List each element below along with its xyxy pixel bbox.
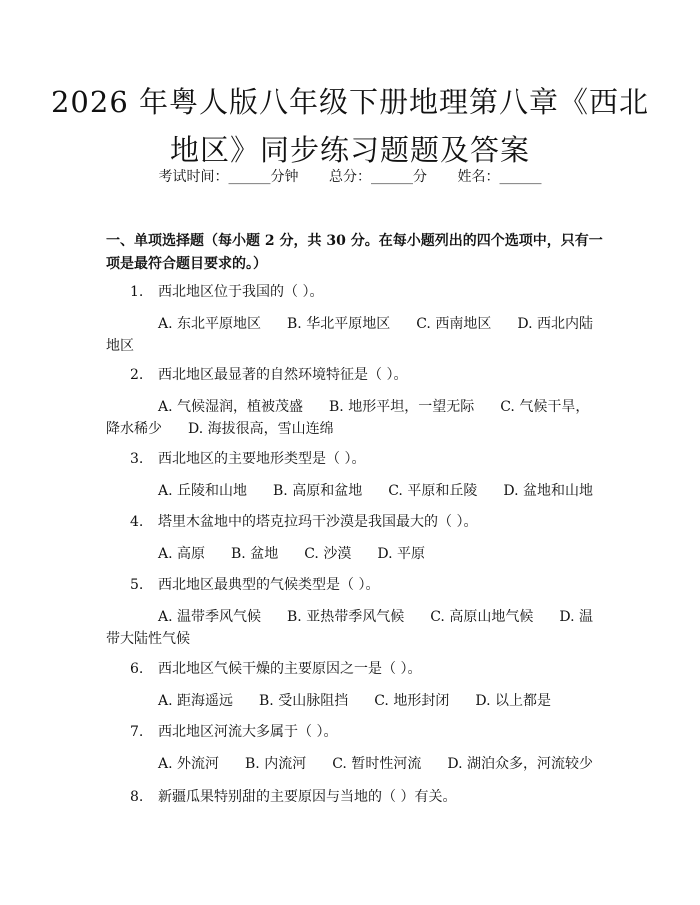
title-line-1: 2026 年粤人版八年级下册地理第八章《西北 (50, 85, 650, 119)
option-c: C. 平原和丘陵 (388, 483, 478, 499)
question-text: 西北地区最典型的气候类型是（ ）。 (158, 577, 380, 593)
question-3-options (106, 480, 600, 502)
option-d: D. 以上都是 (475, 693, 551, 709)
question-text: 塔里木盆地中的塔克拉玛干沙漠是我国最大的（ ）。 (158, 514, 478, 530)
question-1-options (106, 313, 600, 357)
question-text: 西北地区最显著的自然环境特征是（ ）。 (158, 367, 408, 383)
option-b: B. 亚热带季风气候 (287, 609, 405, 625)
option-a: A. 丘陵和山地 (158, 483, 248, 499)
question-text: 西北地区河流大多属于（ ）。 (158, 724, 338, 740)
title-line-2: 地区》同步练习题题及答案 (169, 133, 530, 167)
question-8 (130, 786, 456, 808)
option-b: B. 高原和盆地 (273, 483, 363, 499)
option-b: B. 内流河 (245, 756, 307, 772)
question-number: 8. (130, 789, 144, 805)
question-7-options (106, 753, 600, 775)
question-6 (130, 658, 421, 680)
total-score-field: 总分：______分 (329, 169, 427, 185)
question-5-options (106, 606, 600, 650)
question-number: 1. (130, 284, 144, 300)
option-b: B. 盆地 (231, 546, 279, 562)
question-number: 5. (130, 577, 144, 593)
question-2 (130, 364, 407, 386)
question-text: 新疆瓜果特别甜的主要原因与当地的（ ）有关。 (158, 789, 457, 805)
option-b: B. 华北平原地区 (287, 316, 391, 332)
student-name-field: 姓名：______ (457, 169, 542, 185)
option-d: D. 盆地和山地 (503, 483, 593, 499)
option-c: C. 沙漠 (304, 546, 352, 562)
option-c: C. 西南地区 (416, 316, 492, 332)
option-a: A. 外流河 (158, 756, 220, 772)
exam-time-field: 考试时间：______分钟 (158, 169, 299, 185)
option-c: C. 高原山地气候 (430, 609, 534, 625)
option-a: A. 距海遥远 (158, 693, 234, 709)
option-c: C. 气候干旱，降水稀少 (106, 399, 590, 437)
option-d: D. 平原 (377, 546, 425, 562)
question-text: 西北地区气候干燥的主要原因之一是（ ）。 (158, 661, 422, 677)
document-title (0, 78, 700, 174)
question-3 (130, 448, 365, 470)
question-4 (130, 511, 477, 533)
question-number: 7. (130, 724, 144, 740)
question-6-options (106, 690, 600, 712)
question-number: 2. (130, 367, 144, 383)
option-c: C. 地形封闭 (374, 693, 450, 709)
option-c: C. 暂时性河流 (332, 756, 422, 772)
question-7 (130, 721, 337, 743)
exam-info (0, 166, 700, 188)
question-1 (130, 281, 323, 303)
question-4-options (106, 543, 600, 565)
question-text: 西北地区的主要地形类型是（ ）。 (158, 451, 366, 467)
option-d: D. 西北内陆地区 (106, 316, 593, 354)
option-d: D. 湖泊众多，河流较少 (447, 756, 593, 772)
option-d: D. 温带大陆性气候 (106, 609, 593, 647)
question-2-options (106, 396, 600, 440)
section-heading: 一、单项选择题（每小题 2 分，共 30 分。在每小题列出的四个选项中，只有一项是最符合题目要求的。） (106, 233, 603, 272)
option-b: B. 地形平坦，一望无际 (329, 399, 475, 415)
option-a: A. 东北平原地区 (158, 316, 262, 332)
question-number: 3. (130, 451, 144, 467)
option-d: D. 海拔很高，雪山连绵 (188, 421, 334, 437)
question-number: 4. (130, 514, 144, 530)
option-a: A. 高原 (158, 546, 206, 562)
option-b: B. 受山脉阻挡 (259, 693, 349, 709)
question-text: 西北地区位于我国的（ ）。 (158, 284, 324, 300)
option-a: A. 温带季风气候 (158, 609, 262, 625)
option-a: A. 气候湿润，植被茂盛 (158, 399, 304, 415)
question-number: 6. (130, 661, 144, 677)
question-5 (130, 574, 379, 596)
